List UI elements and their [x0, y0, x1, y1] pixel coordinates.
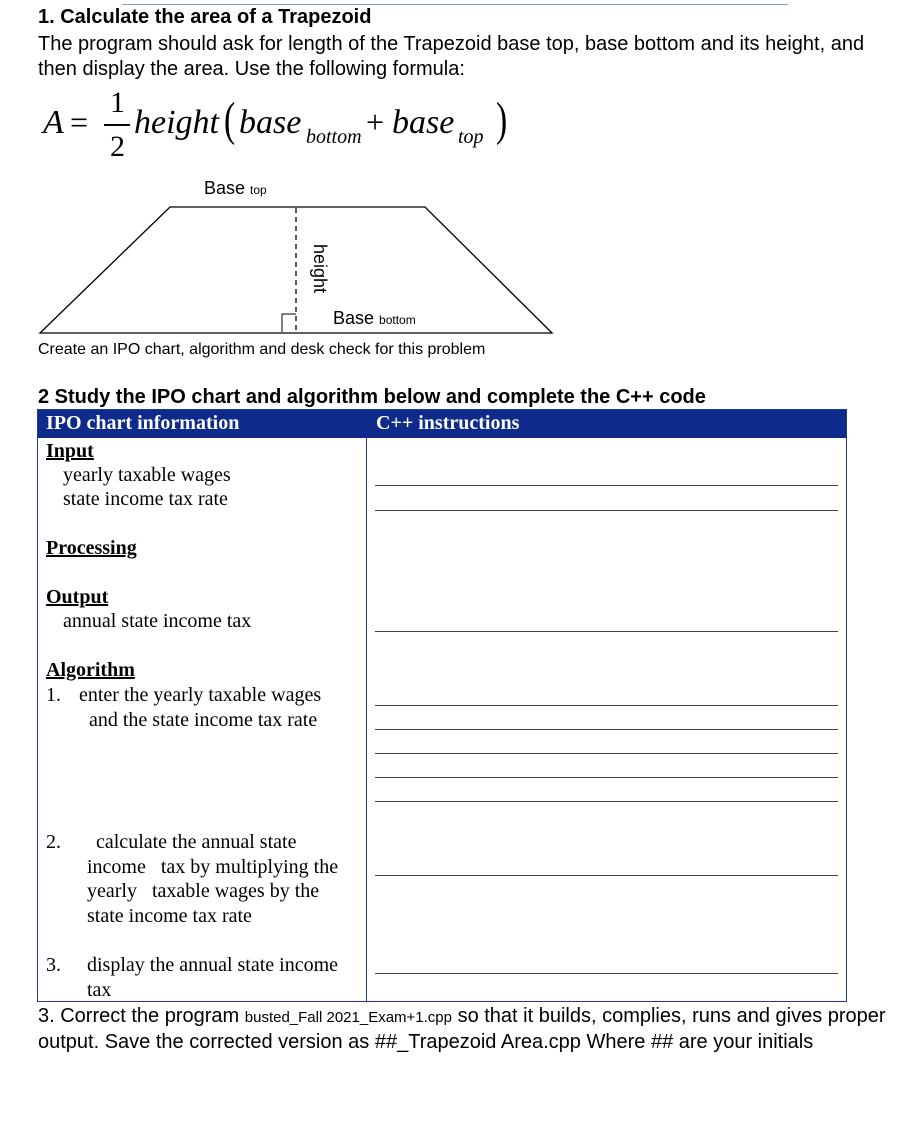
answer-line[interactable] [375, 875, 838, 876]
answer-line[interactable] [375, 729, 838, 730]
output-item: annual state income tax [63, 610, 252, 632]
answer-line[interactable] [375, 510, 838, 511]
step-2-line: state income tax rate [87, 905, 252, 927]
step-2-line: income tax by multiplying the [87, 856, 339, 878]
answer-line[interactable] [375, 973, 838, 974]
formula-base-bottom: base [239, 104, 302, 141]
output-heading: Output [46, 586, 109, 608]
answer-line[interactable] [375, 631, 838, 632]
base-bottom-label: Base bottom [333, 308, 416, 328]
question-1-body: The program should ask for length of the Trapezoid base top, base bottom and its height, and then display the area. Use the following formula: [38, 33, 865, 80]
processing-heading: Processing [46, 537, 137, 559]
answer-line[interactable] [375, 777, 838, 778]
height-label: height [310, 244, 330, 294]
close-paren: ) [496, 93, 508, 146]
formula-numerator: 1 [110, 86, 125, 119]
open-paren: ( [224, 93, 236, 146]
step-2-line: yearly taxable wages by the [87, 880, 320, 902]
formula-lhs: A [43, 104, 64, 141]
formula-base-top: base [392, 104, 455, 141]
fraction-bar [104, 124, 130, 126]
question-2-title: 2 Study the IPO chart and algorithm below and complete the C++ code [38, 386, 706, 408]
step-3-line: display the annual state income [87, 954, 339, 976]
formula-equals: = [70, 104, 89, 140]
step-1-line: enter the yearly taxable wages [79, 684, 322, 706]
formula-sub-top: top [458, 126, 484, 148]
busted-filename: busted_Fall 2021_Exam+1.cpp [244, 1009, 452, 1026]
answer-line[interactable] [375, 485, 838, 486]
step-3-number: 3. [46, 954, 61, 976]
formula-sub-bottom: bottom [306, 126, 362, 148]
formula-plus: + [366, 104, 385, 140]
step-1-line: and the state income tax rate [89, 709, 318, 731]
area-formula [40, 86, 520, 176]
answer-line[interactable] [375, 801, 838, 802]
base-top-label: Base top [204, 178, 267, 198]
column-divider [366, 437, 367, 1001]
formula-height: height [134, 104, 219, 141]
trapezoid-diagram [0, 170, 906, 340]
step-2-line: calculate the annual state [96, 831, 297, 853]
column-ipo-header: IPO chart information [46, 412, 240, 434]
answer-line[interactable] [375, 753, 838, 754]
input-item: yearly taxable wages [63, 464, 231, 486]
step-3-line: tax [87, 979, 112, 1001]
top-rule [122, 4, 788, 5]
algorithm-heading: Algorithm [46, 659, 135, 681]
step-2-number: 2. [46, 831, 61, 853]
question-3-text: 3. Correct the program busted_Fall 2021_Exam+1.cpp so that it builds, complies, runs and gives proper output. Save the corrected version as ##_Trapezoid Area.cpp Where ## are your initials [38, 1005, 886, 1053]
right-angle-marker [282, 314, 296, 332]
input-item: state income tax rate [63, 488, 228, 510]
ipo-note: Create an IPO chart, algorithm and desk check for this problem [38, 341, 486, 358]
input-heading: Input [46, 440, 94, 462]
answer-line[interactable] [375, 705, 838, 706]
step-1-number: 1. [46, 684, 61, 706]
question-1-title: 1. Calculate the area of a Trapezoid [38, 6, 372, 28]
column-cpp-header: C++ instructions [376, 412, 520, 434]
formula-denominator: 2 [110, 130, 125, 163]
